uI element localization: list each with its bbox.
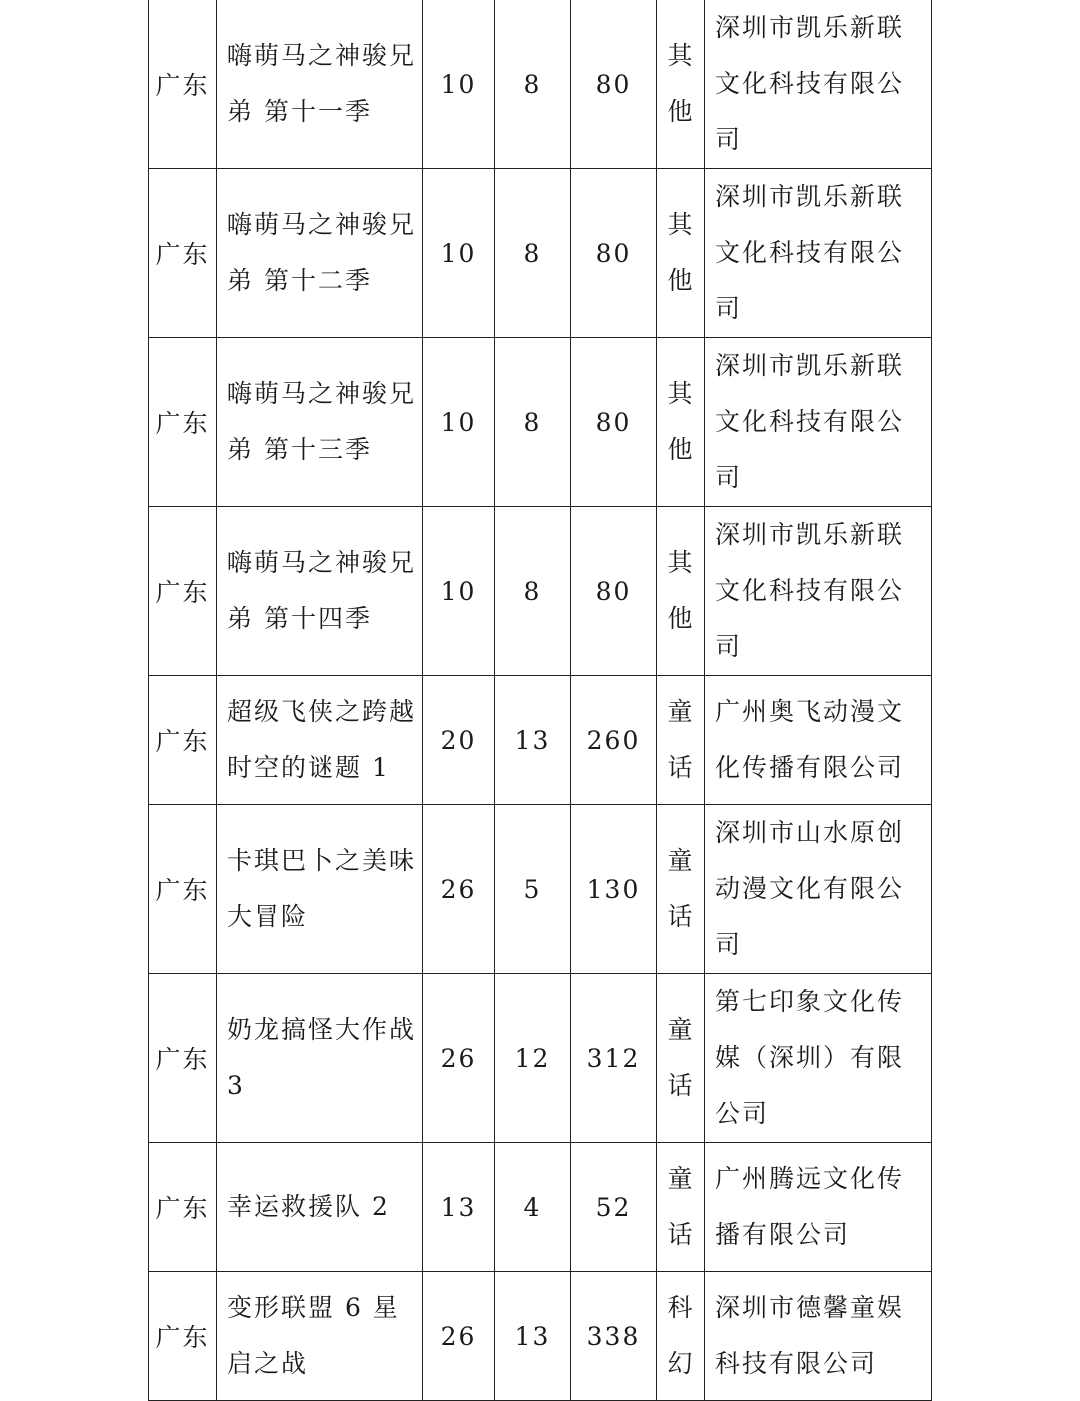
table-row	[149, 1143, 932, 1272]
title-cell: 嗨萌马之神骏兄弟 第十三季	[217, 338, 423, 507]
province-cell: 广东	[149, 1143, 217, 1272]
genre-label: 其他	[667, 41, 695, 126]
province-cell: 广东	[149, 974, 217, 1143]
episodes-cell: 13	[423, 1143, 495, 1272]
genre-label: 童话	[667, 1015, 695, 1100]
minutes-per-episode-cell: 8	[495, 338, 571, 507]
genre-cell	[657, 1272, 705, 1401]
genre-cell	[657, 507, 705, 676]
genre-cell	[657, 1143, 705, 1272]
province-cell: 广东	[149, 507, 217, 676]
title-cell: 奶龙搞怪大作战 3	[217, 974, 423, 1143]
genre-label: 其他	[667, 548, 695, 633]
episodes-cell: 10	[423, 507, 495, 676]
genre-label: 童话	[667, 1164, 695, 1249]
total-minutes-cell: 52	[571, 1143, 657, 1272]
total-minutes-cell: 260	[571, 676, 657, 805]
title-cell: 嗨萌马之神骏兄弟 第十四季	[217, 507, 423, 676]
minutes-per-episode-cell: 8	[495, 507, 571, 676]
total-minutes-cell: 80	[571, 338, 657, 507]
table-row	[149, 169, 932, 338]
table-row	[149, 676, 932, 805]
province-cell: 广东	[149, 169, 217, 338]
table-row	[149, 338, 932, 507]
episodes-cell: 10	[423, 169, 495, 338]
table-row	[149, 974, 932, 1143]
producer-cell: 深圳市凯乐新联文化科技有限公司	[705, 169, 932, 338]
genre-cell	[657, 169, 705, 338]
minutes-per-episode-cell: 13	[495, 1272, 571, 1401]
registration-table	[148, 0, 932, 1401]
episodes-cell: 26	[423, 974, 495, 1143]
minutes-per-episode-cell: 8	[495, 169, 571, 338]
genre-label: 童话	[667, 846, 695, 931]
producer-cell: 第七印象文化传媒（深圳）有限公司	[705, 974, 932, 1143]
minutes-per-episode-cell: 8	[495, 0, 571, 169]
minutes-per-episode-cell: 5	[495, 805, 571, 974]
minutes-per-episode-cell: 12	[495, 974, 571, 1143]
producer-cell: 深圳市山水原创动漫文化有限公司	[705, 805, 932, 974]
producer-cell: 深圳市凯乐新联文化科技有限公司	[705, 507, 932, 676]
producer-cell: 广州腾远文化传播有限公司	[705, 1143, 932, 1272]
total-minutes-cell: 130	[571, 805, 657, 974]
episodes-cell: 26	[423, 805, 495, 974]
title-cell: 卡琪巴卜之美味大冒险	[217, 805, 423, 974]
producer-cell: 深圳市德馨童娱科技有限公司	[705, 1272, 932, 1401]
province-cell: 广东	[149, 805, 217, 974]
table-row	[149, 507, 932, 676]
producer-cell: 深圳市凯乐新联文化科技有限公司	[705, 0, 932, 169]
episodes-cell: 26	[423, 1272, 495, 1401]
minutes-per-episode-cell: 13	[495, 676, 571, 805]
title-cell: 嗨萌马之神骏兄弟 第十一季	[217, 0, 423, 169]
genre-cell	[657, 974, 705, 1143]
province-cell: 广东	[149, 338, 217, 507]
total-minutes-cell: 80	[571, 0, 657, 169]
genre-cell	[657, 676, 705, 805]
total-minutes-cell: 338	[571, 1272, 657, 1401]
producer-cell: 深圳市凯乐新联文化科技有限公司	[705, 338, 932, 507]
episodes-cell: 20	[423, 676, 495, 805]
genre-label: 童话	[667, 697, 695, 782]
genre-cell	[657, 0, 705, 169]
total-minutes-cell: 312	[571, 974, 657, 1143]
episodes-cell: 10	[423, 338, 495, 507]
episodes-cell: 10	[423, 0, 495, 169]
table-row	[149, 805, 932, 974]
table-row	[149, 0, 932, 169]
title-cell: 变形联盟 6 星启之战	[217, 1272, 423, 1401]
total-minutes-cell: 80	[571, 507, 657, 676]
genre-label: 科幻	[667, 1293, 695, 1378]
title-cell: 嗨萌马之神骏兄弟 第十二季	[217, 169, 423, 338]
province-cell: 广东	[149, 0, 217, 169]
minutes-per-episode-cell: 4	[495, 1143, 571, 1272]
table-row	[149, 1272, 932, 1401]
total-minutes-cell: 80	[571, 169, 657, 338]
title-cell: 幸运救援队 2	[217, 1143, 423, 1272]
province-cell: 广东	[149, 676, 217, 805]
province-cell: 广东	[149, 1272, 217, 1401]
genre-label: 其他	[667, 379, 695, 464]
producer-cell: 广州奥飞动漫文化传播有限公司	[705, 676, 932, 805]
title-cell: 超级飞侠之跨越时空的谜题 1	[217, 676, 423, 805]
genre-label: 其他	[667, 210, 695, 295]
genre-cell	[657, 805, 705, 974]
genre-cell	[657, 338, 705, 507]
